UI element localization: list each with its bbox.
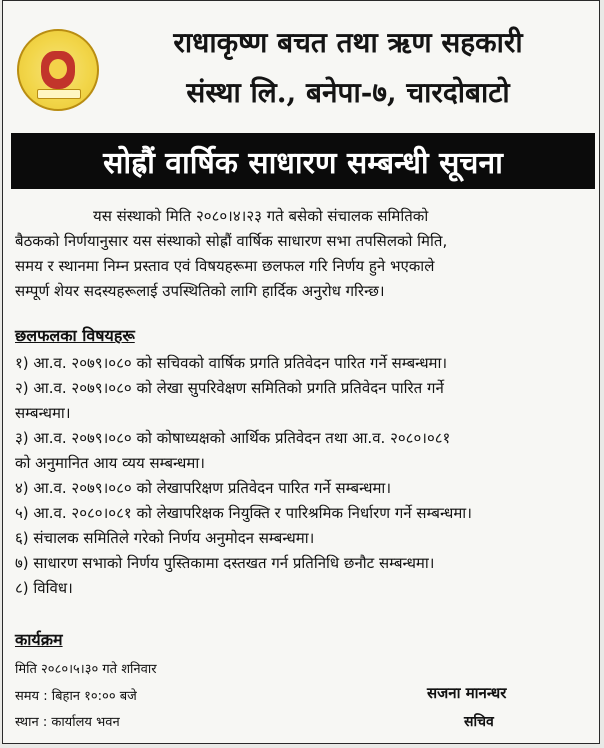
agenda-item-line: ३) आ.व. २०७९।०८० को कोषाध्यक्षको आर्थिक प्रतिवेदन तथा आ.व. २०८०।०८१ xyxy=(15,429,451,447)
agenda-item xyxy=(15,476,593,501)
notice-title: सोह्रौं वार्षिक साधारण सम्बन्धी सूचना xyxy=(103,145,503,181)
agenda-item-line: सम्बन्धमा। xyxy=(15,404,71,422)
agenda-heading: छलफलका विषयहरू xyxy=(15,326,135,345)
notice-line: यस संस्थाको मिति २०८०।४।२३ गते बसेको संचालक समितिको xyxy=(93,207,429,225)
agenda-item-line: ५) आ.व. २०८०।०८१ को लेखापरिक्षक नियुक्ति र पारिश्रमिक निर्धारण गर्ने सम्बन्धमा। xyxy=(15,504,472,522)
schedule-time: समय : बिहान १०:०० बजे xyxy=(15,689,137,704)
agenda-item-line: को अनुमानित आय व्यय सम्बन्धमा। xyxy=(15,454,205,472)
notice-sheet xyxy=(2,0,600,744)
agenda-item xyxy=(15,551,593,576)
cooperative-seal-logo-icon xyxy=(17,29,99,111)
agenda-item-line: १) आ.व. २०७९।०८० को सचिवको वार्षिक प्रगति प्रतिवेदन पारित गर्ने सम्बन्धमा। xyxy=(15,354,448,372)
signatory-title: सचिव xyxy=(464,714,494,730)
agenda-item xyxy=(15,376,593,426)
notice-line: समय र स्थानमा निम्न प्रस्ताव एवं विषयहरूमा छलफल गरि निर्णय हुने भएकाले xyxy=(15,257,435,275)
agenda-item-line: २) आ.व. २०७९।०८० को लेखा सुपरिवेक्षण समितिको प्रगति प्रतिवेदन पारित गर्ने xyxy=(15,379,444,397)
agenda-item xyxy=(15,501,593,526)
agenda-item xyxy=(15,526,593,551)
title-banner xyxy=(11,133,595,189)
org-name-line-1: राधाकृष्ण बचत तथा ऋण सहकारी xyxy=(173,26,523,59)
schedule-venue: स्थान : कार्यालय भवन xyxy=(15,715,120,730)
agenda-item-line: ७) साधारण सभाको निर्णय पुस्तिकामा दस्तखत गर्न प्रतिनिधि छनौट सम्बन्धमा। xyxy=(15,554,435,572)
notice-line: बैठकको निर्णयानुसार यस संस्थाको सोह्रौं वार्षिक साधारण सभा तपसिलको मिति, xyxy=(15,232,448,250)
schedule-heading: कार्यक्रम xyxy=(15,630,63,649)
agenda-item-line: ४) आ.व. २०७९।०८० को लेखापरिक्षण प्रतिवेदन पारित गर्ने सम्बन्धमा। xyxy=(15,479,392,497)
logo-band xyxy=(37,89,81,99)
agenda-list xyxy=(15,351,593,601)
notice-paragraph xyxy=(15,204,593,304)
notice-line: सम्पूर्ण शेयर सदस्यहरूलाई उपस्थितिको लागि हार्दिक अनुरोध गरिन्छ। xyxy=(15,282,385,300)
org-name-line-2: संस्था लि., बनेपा-७, चारदोबाटो xyxy=(186,76,510,109)
agenda-item xyxy=(15,426,593,476)
signatory-name: सजना मानन्धर xyxy=(427,684,507,702)
logo-emblem-center xyxy=(49,59,67,79)
agenda-item-line: ८) विविध। xyxy=(15,579,73,597)
agenda-item xyxy=(15,576,593,601)
schedule-date: मिति २०८०।५।३० गते शनिवार xyxy=(15,662,157,677)
agenda-item-line: ६) संचालक समितिले गरेको निर्णय अनुमोदन सम्बन्धमा। xyxy=(15,529,315,547)
agenda-item xyxy=(15,351,593,376)
